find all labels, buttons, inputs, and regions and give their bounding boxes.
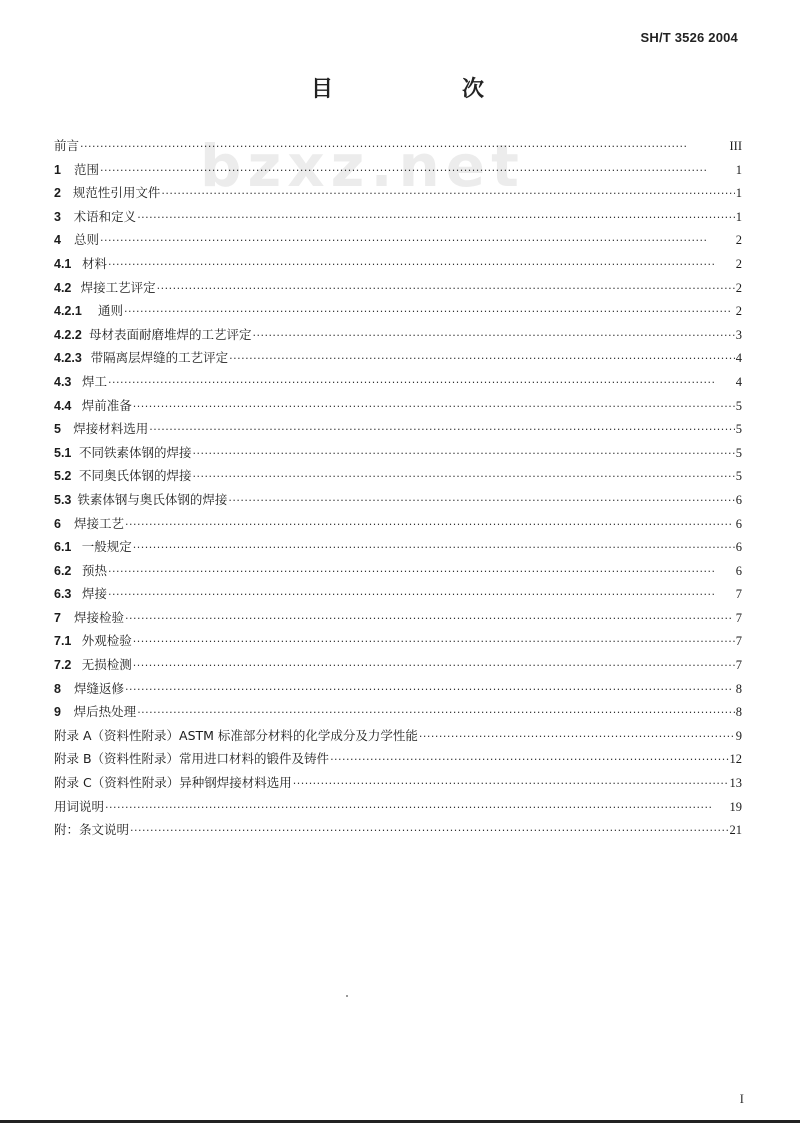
toc-page-number: 2 [735, 280, 742, 295]
toc-row[interactable] [54, 346, 742, 370]
toc-leader-dots [105, 796, 728, 820]
toc-entry-title: 不同铁素体钢的焊接 [79, 444, 192, 460]
toc-entry-title: 焊缝返修 [74, 680, 125, 696]
toc-leader-dots [193, 442, 735, 466]
toc-leader-dots [133, 395, 735, 419]
toc-entry-title: 带隔离层焊缝的工艺评定 [90, 350, 229, 366]
toc-row[interactable] [54, 559, 742, 583]
toc-leader-dots [137, 701, 735, 725]
toc-entry-title: 前言 [54, 138, 80, 153]
toc-section-number: 7 [54, 610, 61, 625]
toc-entry-title: 无损检测 [81, 657, 132, 673]
toc-section-number: 6.1 [54, 540, 72, 555]
toc-row[interactable] [54, 394, 742, 418]
toc-page-number: 2 [735, 304, 742, 319]
toc-entry-title: 通则 [98, 303, 124, 319]
toc-row[interactable] [54, 677, 742, 701]
toc-leader-dots [100, 159, 735, 183]
toc-page-number: 3 [735, 327, 742, 342]
toc-page-number: 8 [735, 681, 742, 696]
toc-section-number: 6.3 [54, 587, 72, 602]
toc-entry-title: 不同奥氏体钢的焊接 [79, 468, 192, 484]
toc-entry-title: 预热 [82, 562, 108, 578]
toc-page-number: 1 [735, 209, 742, 224]
toc-entry-title: 焊后热处理 [73, 704, 137, 720]
toc-leader-dots [193, 465, 735, 489]
toc-leader-dots [125, 678, 735, 702]
toc-section-number: 8 [54, 681, 61, 696]
toc-entry-title: 规范性引用文件 [72, 185, 161, 201]
toc-entry-title: 附录 A（资料性附录）ASTM 标准部分材料的化学成分及力学性能 [54, 727, 418, 743]
toc-entry-title: 焊接 [82, 586, 108, 602]
toc-leader-dots [133, 536, 735, 560]
toc-page-number: 19 [729, 799, 742, 814]
toc-leader-dots [229, 347, 735, 371]
toc-row[interactable] [54, 276, 742, 300]
toc-row[interactable] [54, 299, 742, 323]
toc-page-number: 6 [735, 516, 742, 531]
toc-section-number: 5.2 [54, 469, 72, 484]
toc-entry-title: 焊接材料选用 [73, 421, 149, 437]
toc-page-number: 9 [735, 728, 742, 743]
toc-row[interactable] [54, 464, 742, 488]
toc-page-number: 1 [735, 186, 742, 201]
toc-entry-title: 焊接工艺评定 [80, 279, 156, 295]
toc-section-number: 6 [54, 516, 61, 531]
toc-entry-title: 附：条文说明 [54, 822, 130, 838]
title-char-2: 次 [462, 77, 485, 102]
toc-row[interactable] [54, 370, 742, 394]
toc-section-number: 1 [54, 162, 61, 177]
toc-page-number: 5 [735, 398, 742, 413]
toc-entry-title: 母材表面耐磨堆焊的工艺评定 [88, 326, 252, 342]
toc-section-number: 4.2.2 [54, 327, 82, 342]
toc-row[interactable] [54, 181, 742, 205]
toc-row[interactable] [54, 205, 742, 229]
toc-section-number: 2 [54, 186, 61, 201]
toc-page-number: 13 [729, 776, 742, 791]
toc-row[interactable] [54, 606, 742, 630]
toc-page-number: 7 [735, 610, 742, 625]
toc-row[interactable] [54, 417, 742, 441]
toc-leader-dots [108, 253, 735, 277]
toc-section-number: 4 [54, 233, 61, 248]
toc-entry-title: 焊前准备 [81, 397, 132, 413]
toc-page-number: 7 [735, 587, 742, 602]
page-number: I [739, 1091, 744, 1106]
toc-section-number: 7.2 [54, 658, 72, 673]
toc-section-number: 4.4 [54, 398, 72, 413]
toc-leader-dots [157, 277, 735, 301]
toc-row[interactable] [54, 228, 742, 252]
toc-section-number: 5.1 [54, 445, 72, 460]
toc-page-number: 7 [735, 658, 742, 673]
toc-row[interactable] [54, 771, 742, 795]
toc-page-number: 5 [735, 445, 742, 460]
toc-row[interactable] [54, 441, 742, 465]
toc-leader-dots [108, 583, 735, 607]
toc-row[interactable] [54, 724, 742, 748]
toc-section-number: 9 [54, 705, 61, 720]
toc-leader-dots [149, 418, 734, 442]
toc-leader-dots [125, 513, 735, 537]
toc-section-number: 7.1 [54, 634, 72, 649]
toc-page-number: 6 [735, 540, 742, 555]
toc-page-number: III [729, 139, 742, 153]
toc-page-number: 1 [735, 162, 742, 177]
toc-row[interactable] [54, 512, 742, 536]
toc-page-number: 4 [735, 351, 742, 366]
toc-page-number: 2 [735, 256, 742, 271]
toc-leader-dots [419, 725, 735, 749]
toc-leader-dots [80, 135, 728, 159]
scan-speck [346, 995, 348, 997]
toc-row[interactable] [54, 323, 742, 347]
toc-leader-dots [133, 654, 735, 678]
toc-entry-title: 范围 [74, 161, 100, 177]
toc-leader-dots [124, 300, 735, 324]
toc-leader-dots [100, 229, 735, 253]
toc-leader-dots [108, 560, 735, 584]
toc-section-number: 4.2.1 [54, 304, 82, 319]
toc-row[interactable] [54, 535, 742, 559]
toc-section-number: 5 [54, 422, 61, 437]
toc-entry-title: 焊接检验 [74, 609, 125, 625]
toc-page-number: 5 [735, 469, 742, 484]
toc-leader-dots [161, 182, 734, 206]
toc-section-number: 4.2 [54, 280, 72, 295]
toc-entry-title: 一般规定 [81, 539, 132, 555]
toc-row[interactable] [54, 134, 742, 158]
toc-row[interactable] [54, 795, 742, 819]
toc-section-number: 4.3 [54, 374, 72, 389]
toc-leader-dots [330, 748, 728, 772]
toc-leader-dots [293, 772, 729, 796]
toc-section-number: 4.1 [54, 256, 72, 271]
watermark: bzxz.net [200, 132, 525, 200]
toc-row[interactable] [54, 747, 742, 771]
standard-code: SH/T 3526 2004 [640, 30, 738, 45]
toc-section-number: 4.2.3 [54, 351, 82, 366]
toc-page-number: 12 [729, 752, 742, 767]
toc-entry-title: 外观检验 [81, 633, 132, 649]
toc-leader-dots [133, 630, 735, 654]
toc-entry-title: 材料 [82, 255, 108, 271]
toc-entry-title: 总则 [74, 232, 100, 248]
toc-leader-dots [130, 819, 728, 843]
toc-row[interactable] [54, 629, 742, 653]
table-of-contents [54, 134, 742, 842]
toc-leader-dots [137, 206, 735, 230]
toc-entry-title: 焊接工艺 [74, 515, 125, 531]
toc-entry-title: 铁素体钢与奥氏体钢的焊接 [77, 491, 228, 507]
title-char-1: 目 [311, 77, 334, 102]
toc-section-number: 5.3 [54, 492, 72, 507]
toc-page-number: 21 [729, 823, 742, 838]
toc-page-number: 7 [735, 634, 742, 649]
toc-row[interactable] [54, 252, 742, 276]
toc-section-number: 3 [54, 209, 61, 224]
toc-leader-dots [108, 371, 735, 395]
toc-leader-dots [252, 324, 734, 348]
toc-entry-title: 用词说明 [54, 798, 105, 814]
toc-page-number: 6 [735, 563, 742, 578]
toc-leader-dots [125, 607, 735, 631]
toc-entry-title: 附录 B（资料性附录）常用进口材料的锻件及铸件 [54, 751, 330, 767]
toc-entry-title: 附录 C（资料性附录）异种钢焊接材料选用 [54, 775, 292, 791]
toc-page-number: 5 [735, 422, 742, 437]
toc-row[interactable] [54, 700, 742, 724]
toc-page-number: 8 [735, 705, 742, 720]
toc-row[interactable] [54, 582, 742, 606]
toc-entry-title: 术语和定义 [73, 208, 137, 224]
toc-leader-dots [228, 489, 734, 513]
toc-entry-title: 焊工 [82, 373, 108, 389]
toc-section-number: 6.2 [54, 563, 72, 578]
toc-row[interactable] [54, 158, 742, 182]
toc-page-number: 6 [735, 492, 742, 507]
toc-row[interactable] [54, 488, 742, 512]
toc-row[interactable] [54, 818, 742, 842]
toc-page-number: 2 [735, 233, 742, 248]
toc-row[interactable] [54, 653, 742, 677]
toc-page-number: 4 [735, 374, 742, 389]
